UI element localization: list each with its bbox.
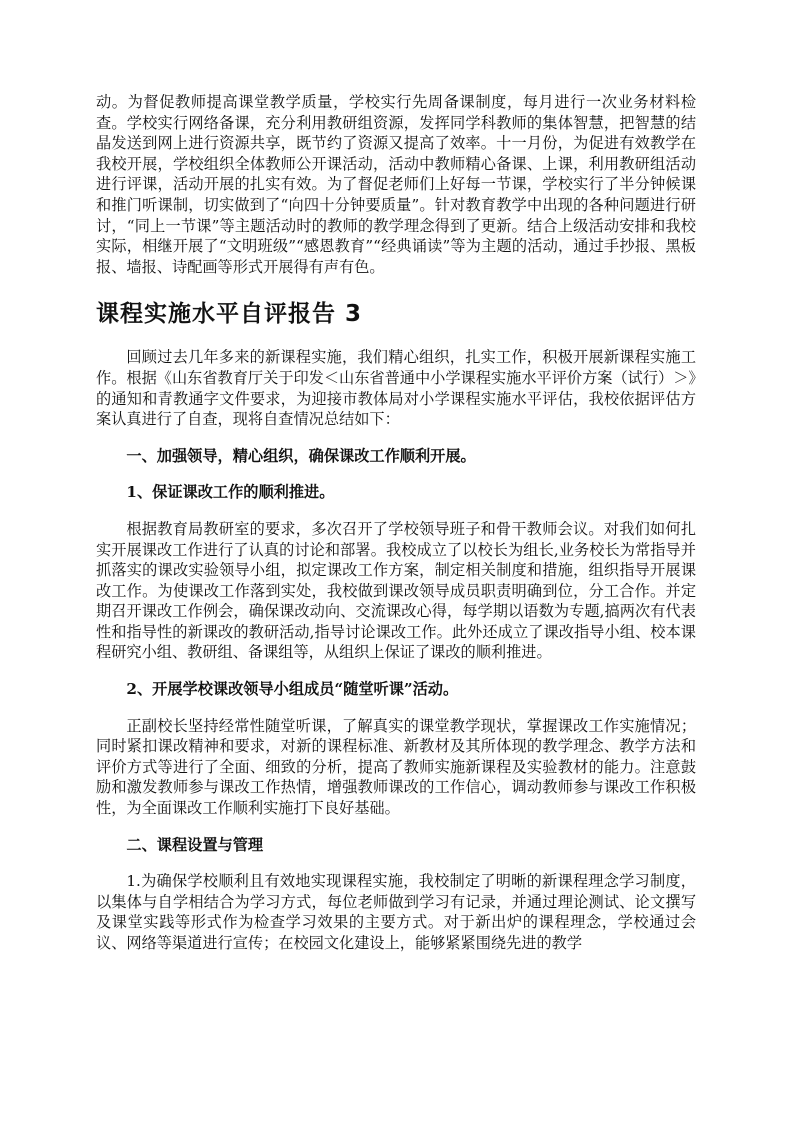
opening-paragraph: 回顾过去几年多来的新课程实施，我们精心组织，扎实工作，积极开展新课程实施工作。根据《山东省教育厅关于印发＜山东省普通中小学课程实施水平评价方案（试行）＞》的通知和青教通字文件要求，为迎接市教体局对小学课程实施水平评估，我校依据评估方案认真进行了自查，现将自查情况总结如下： bbox=[96, 348, 696, 429]
spacer bbox=[96, 855, 696, 871]
document-page bbox=[96, 92, 696, 954]
section2-paragraph: 1.为确保学校顺利且有效地实现课程实施，我校制定了明晰的新课程理念学习制度，以集体与自学相结合为学习方式，每位老师做到学习有记录，并通过理论测试、论文撰写及课堂实践等形式作为检查学习效果的主要方式。对于新出炉的课程理念，学校通过会议、网络等渠道进行宣传；在校园文化建设上，能够紧紧围绕先进的教学 bbox=[96, 872, 696, 952]
spacer bbox=[96, 819, 696, 835]
sub2-paragraph: 正副校长坚持经常性随堂听课，了解真实的课堂教学现状，掌握课改工作实施情况；同时紧扣课改精神和要求，对新的课程标准、新教材及其所体现的教学理念、教学方法和评价方式等进行了全面、细致的分析，提高了教师实施新课程及实验教材的能力。注意鼓励和激发教师参与课改工作热情，增强教师课改的工作信心，调动教师参与课改工作积极性，为全面课改工作顺利实施打下良好基础。 bbox=[96, 716, 696, 818]
intro-paragraph: 动。为督促教师提高课堂教学质量，学校实行先周备课制度，每月进行一次业务材料检查。学校实行网络备课，充分利用教研组资源，发挥同学科教师的集体智慧，把智慧的结晶发送到网上进行资源共享，既节约了资源又提高了效率。十一月份，为促进有效教学在我校开展，学校组织全体教师公开课活动，活动中教师精心备课、上课，利用教研组活动进行评课，活动开展的扎实有效。为了督促老师们上好每一节课，学校实行了半分钟候课和推门听课制，切实做到了“向四十分钟要质量”。针对教育教学中出现的各种问题进行研讨，“同上一节课”等主题活动时的教师的教学理念得到了更新。结合上级活动安排和我校实际，相继开展了“文明班级”“感恩教育”“经典诵读”等为主题的活动，通过手抄报、黑板报、墙报、诗配画等形式开展得有声有色。 bbox=[96, 93, 696, 276]
report-title: 课程实施水平自评报告 3 bbox=[96, 301, 363, 328]
spacer bbox=[96, 430, 696, 446]
spacer bbox=[96, 700, 696, 716]
spacer bbox=[96, 663, 696, 679]
sub1-paragraph: 根据教育局教研室的要求，多次召开了学校领导班子和骨干教师会议。对我们如何扎实开展课改工作进行了认真的讨论和部署。我校成立了以校长为组长,业务校长为常指导并抓落实的课改实验领导小组，拟定课改工作方案，制定相关制度和措施，组织指导开展课改工作。为使课改工作落到实处，我校做到课改领导成员职责明确到位，分工合作。并定期召开课改工作例会，确保课改动向、交流课改心得，每学期以语数为专题,搞两次有代表性和指导性的新课改的教研活动,指导讨论课改工作。此外还成立了课改指导小组、校本课程研究小组、教研组、备课组等，从组织上保证了课改的顺利推进。 bbox=[96, 519, 696, 662]
sub1-heading: 1、保证课改工作的顺利推进。 bbox=[126, 483, 335, 502]
section1-heading: 一、加强领导，精心组织，确保课改工作顺利开展。 bbox=[126, 446, 476, 465]
spacer bbox=[96, 503, 696, 519]
sub2-heading: 2、开展学校课改领导小组成员“随堂听课”活动。 bbox=[126, 680, 459, 699]
spacer bbox=[96, 466, 696, 482]
section2-heading: 二、课程设置与管理 bbox=[126, 835, 264, 854]
